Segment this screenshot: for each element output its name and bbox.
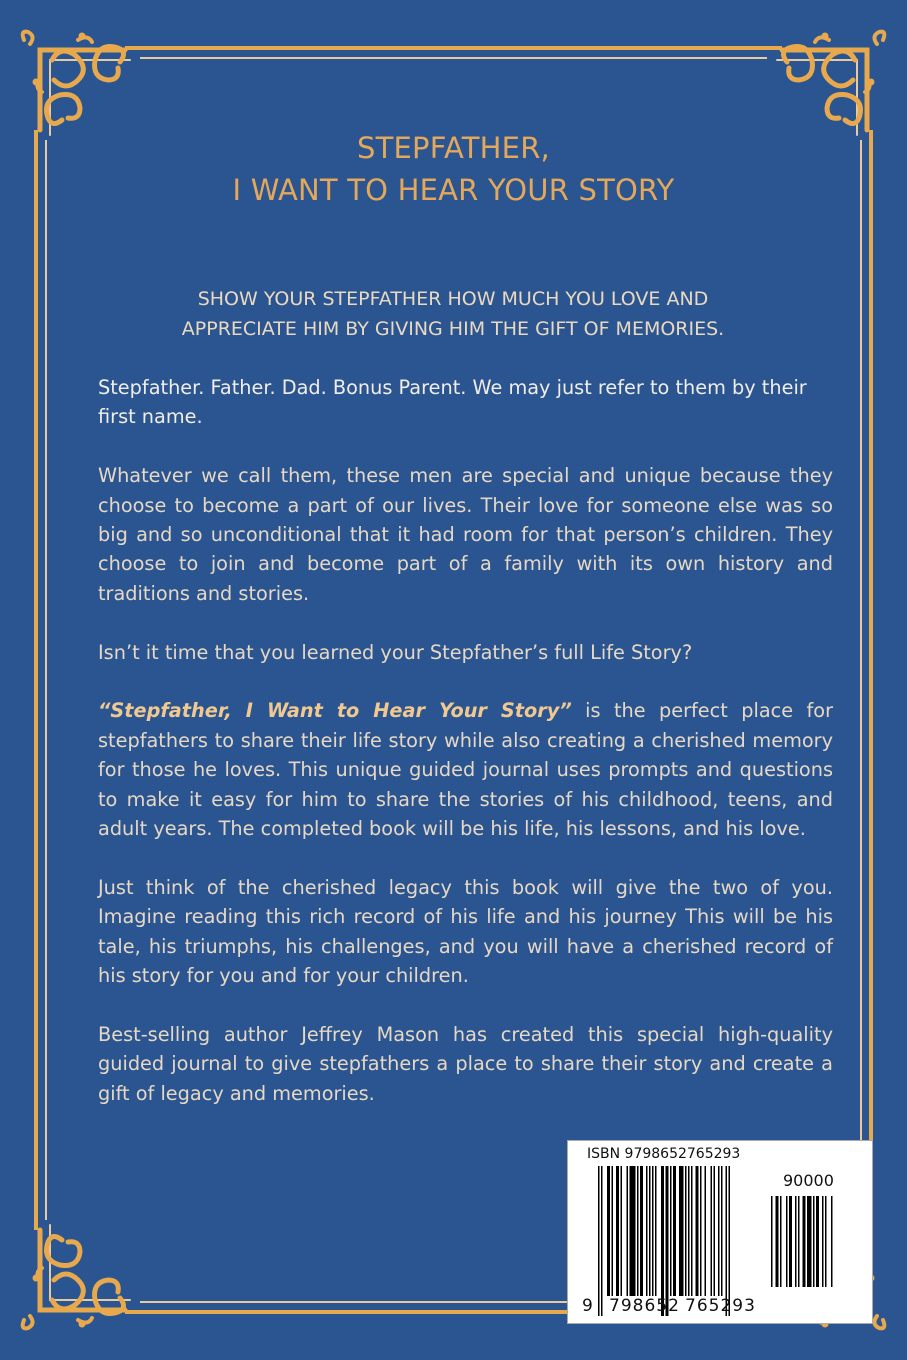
barcode-bar [601,1166,603,1316]
barcode-bar [607,1166,610,1296]
corner-ornament-top-right [777,32,884,135]
paragraph-5: Just think of the cherished legacy this book will give the two of you. Imagine reading this rich record of his life and his journey This will be his tale, his triumphs, his challenges, and you will have a cherished record of his story for you and for your children. [98,875,833,988]
barcode-bar [786,1196,788,1287]
barcode-bar [655,1166,657,1296]
barcode-bar [688,1166,690,1296]
barcode-bar [831,1196,833,1287]
barcode-bar [807,1196,812,1287]
barcode-bar [721,1166,723,1296]
barcode-bar [637,1166,639,1296]
barcode-bar [813,1196,815,1287]
barcode-bar [670,1166,672,1296]
tagline-line-1: SHOW YOUR STEPFATHER HOW MUCH YOU LOVE AND [197,288,709,310]
barcode-bar [640,1166,643,1296]
price-addon-code: 90000 [783,1171,834,1190]
barcode-bar [729,1166,731,1316]
barcode-bar [825,1196,827,1287]
paragraph-4-text: is the perfect place for stepfathers to share their life story while also creating a cherished memory for those he loves. This unique guided journal uses prompts and questions to make it easy for him to share the stories of his childhood, teens, and adult years. The completed book will be his life, his lessons, and his love. [98,699,833,841]
barcode-bar [691,1166,693,1296]
barcode-bar [646,1166,648,1296]
isbn-label: ISBN 9798652765293 [587,1146,741,1162]
barcode-bar [673,1166,676,1296]
barcode-bar [627,1166,629,1296]
barcode-bar [666,1166,669,1316]
tagline [98,284,808,344]
barcode-bars [598,1166,763,1316]
book-title [0,127,907,211]
barcode-bar [714,1166,716,1296]
barcode-digit-lead: 9 [582,1296,593,1316]
barcode-bar [798,1196,800,1287]
paragraph-1: Stepfather. Father. Dad. Bonus Parent. We may just refer to them by their first name. [98,376,807,429]
barcode-bar [795,1196,797,1287]
title-line-2: I WANT TO HEAR YOUR STORY [232,173,675,207]
barcode-bar [726,1166,728,1316]
tagline-line-2: APPRECIATE HIM BY GIVING HIM THE GIFT OF MEMORIES. [181,318,725,340]
barcode-bar [685,1166,687,1296]
paragraph-4 [98,696,833,843]
barcode-bar [711,1166,713,1296]
barcode-bar [700,1166,702,1296]
barcode-bar [652,1166,654,1296]
barcode-bar [649,1166,651,1296]
corner-ornament-bottom-left [23,1225,130,1328]
barcode-bar [816,1196,819,1287]
barcode-bar [621,1166,623,1296]
barcode-bar [822,1196,824,1287]
barcode-bar [718,1166,720,1296]
barcode-bar [780,1196,782,1287]
isbn-barcode [567,1140,873,1324]
barcode-bar [612,1166,614,1296]
barcode-bar [789,1196,792,1287]
description [98,373,833,1137]
barcode-bar [705,1166,707,1296]
barcode-digits-left: 798652 [609,1296,680,1316]
paragraph-3: Isn’t it time that you learned your Stepfather’s full Life Story? [98,640,693,664]
barcode-bar [630,1166,636,1296]
addon-barcode-bars [771,1196,851,1307]
barcode-bar [776,1196,779,1287]
barcode-bar [771,1196,773,1287]
title-line-1: STEPFATHER, [357,131,550,165]
paragraph-2: Whatever we call them, these men are special and unique because they choose to become a part of our lives. Their love for someone else was so big and so unconditional that it had room for that person’s children. They choose to join and become part of a family with its own history and traditions and stories. [98,464,833,605]
barcode-bar [679,1166,684,1296]
book-title-inline: “Stepfather, I Want to Hear Your Story” [98,699,572,723]
barcode-bar [696,1166,699,1296]
barcode-bar [661,1166,664,1316]
paragraph-6: Best-selling author Jeffrey Mason has created this special high-quality guided journal to give stepfathers a place to share their story and create a gift of legacy and memories. [98,1022,833,1105]
barcode-bar [598,1166,600,1316]
corner-ornament-top-left [23,32,130,135]
barcode-bar [803,1196,806,1287]
barcode-bar [616,1166,619,1296]
barcode-digits-right: 765293 [685,1296,756,1316]
